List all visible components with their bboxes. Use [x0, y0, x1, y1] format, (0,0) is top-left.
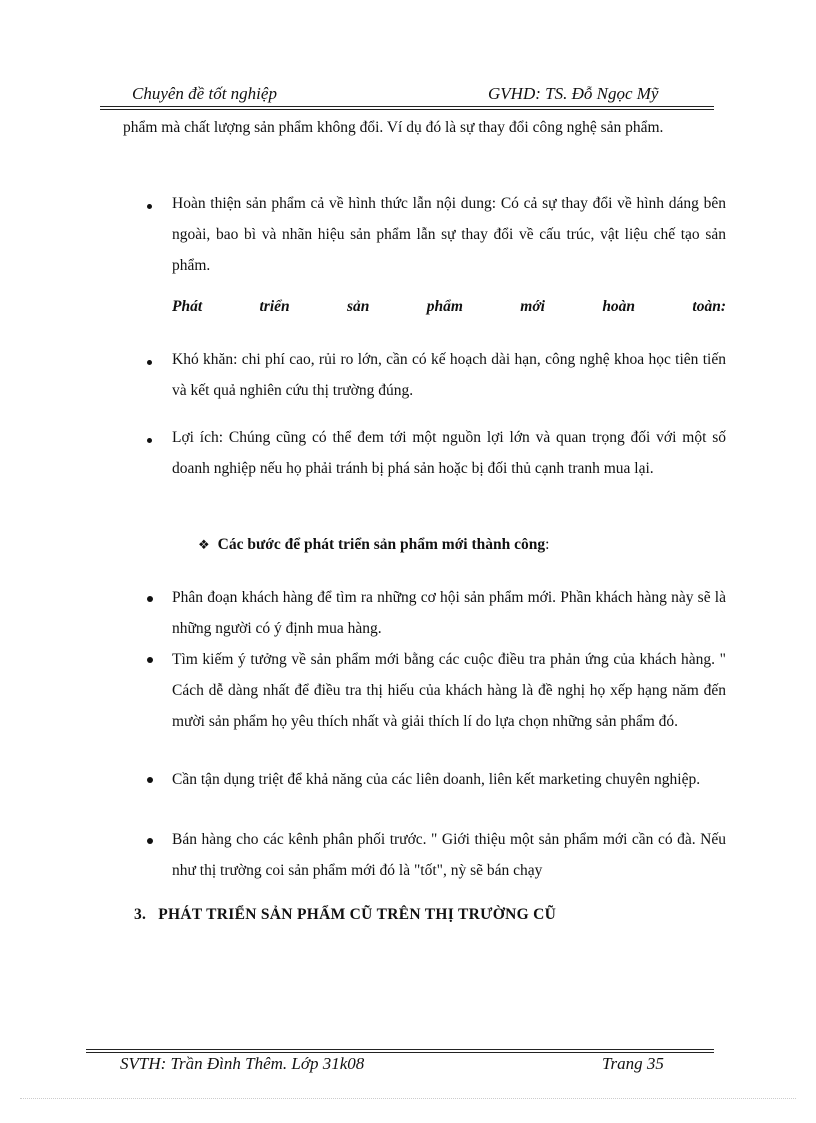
heading-word: triển	[259, 298, 290, 315]
list-item: Tìm kiếm ý tưởng về sản phẩm mới bằng các cuộc điều tra phản ứng của khách hàng. " Cách dễ dàng nhất để điều tra thị hiếu của khách hàng là đề nghị họ xếp hạng năm đến mười sản phẩm họ yêu thích nhất và giải thích lí do lựa chọn những sản phẩm đó.	[172, 651, 726, 730]
footer-student: SVTH: Trần Đình Thêm. Lớp 31k08	[120, 1054, 365, 1073]
header-rule-top	[100, 106, 714, 107]
bullet-dot-icon	[147, 204, 152, 209]
bullet-dot-icon	[147, 777, 153, 783]
section-title: PHÁT TRIỂN SẢN PHẨM CŨ TRÊN THỊ TRƯỜNG CŨ	[158, 906, 557, 923]
heading-word: toàn:	[692, 298, 726, 315]
steps-heading-text: Các bước để phát triển sản phẩm mới thành công	[217, 536, 546, 553]
list-item: Bán hàng cho các kênh phân phối trước. " Giới thiệu một sản phẩm mới cần có đà. Nếu như thị trường coi sản phẩm mới đó là "tốt", nỳ sẽ bán chạy	[172, 831, 726, 879]
page-number: Trang 35	[602, 1054, 664, 1073]
footer-rule-bottom	[86, 1052, 714, 1053]
diamond-bullet-icon: ❖	[198, 538, 210, 553]
bullet-dot-icon	[147, 596, 153, 602]
list-item: Khó khăn: chi phí cao, rủi ro lớn, cần có kế hoạch dài hạn, công nghệ khoa học tiên tiến và kết quả nghiên cứu thị trường đúng.	[172, 351, 726, 399]
heading-word: mới	[520, 298, 545, 315]
steps-heading-colon: :	[545, 536, 550, 553]
steps-heading	[198, 536, 549, 554]
new-product-heading	[172, 298, 726, 316]
header-title: Chuyên đề tốt nghiệp	[132, 84, 277, 103]
heading-word: phẩm	[426, 298, 463, 315]
bullet-dot-icon	[147, 438, 152, 443]
heading-word: Phát	[172, 298, 203, 315]
bullet-dot-icon	[147, 657, 153, 663]
bullet-dot-icon	[147, 360, 152, 365]
heading-word: hoàn	[602, 298, 636, 315]
page-header	[100, 80, 714, 106]
list-item: Cần tận dụng triệt để khả năng của các liên doanh, liên kết marketing chuyên nghiệp.	[172, 771, 701, 788]
footer-rule-top	[86, 1049, 714, 1050]
list-item: Lợi ích: Chúng cũng có thể đem tới một nguồn lợi lớn và quan trọng đối với một số doanh nghiệp nếu họ phải tránh bị phá sản hoặc bị đối thủ cạnh tranh mua lại.	[172, 429, 726, 477]
header-advisor: GVHD: TS. Đỗ Ngọc Mỹ	[488, 84, 659, 103]
bullet-dot-icon	[147, 838, 153, 844]
section-number: 3.	[134, 906, 147, 923]
heading-word: sản	[347, 298, 370, 315]
page-edge-divider	[20, 1098, 796, 1099]
list-item: Hoàn thiện sản phẩm cả về hình thức lẫn nội dung: Có cả sự thay đổi về hình dáng bên ngoài, bao bì và nhãn hiệu sản phẩm lẫn sự thay đổi về cấu trúc, vật liệu chế tạo sản phẩm.	[172, 195, 726, 274]
section-heading	[134, 906, 556, 924]
header-rule-bottom	[100, 109, 714, 110]
page-footer	[120, 1054, 680, 1074]
list-item: Phân đoạn khách hàng để tìm ra những cơ hội sản phẩm mới. Phần khách hàng này sẽ là những người có ý định mua hàng.	[172, 589, 726, 637]
intro-paragraph: phẩm mà chất lượng sản phẩm không đổi. Ví dụ đó là sự thay đổi công nghệ sản phẩm.	[123, 119, 664, 136]
